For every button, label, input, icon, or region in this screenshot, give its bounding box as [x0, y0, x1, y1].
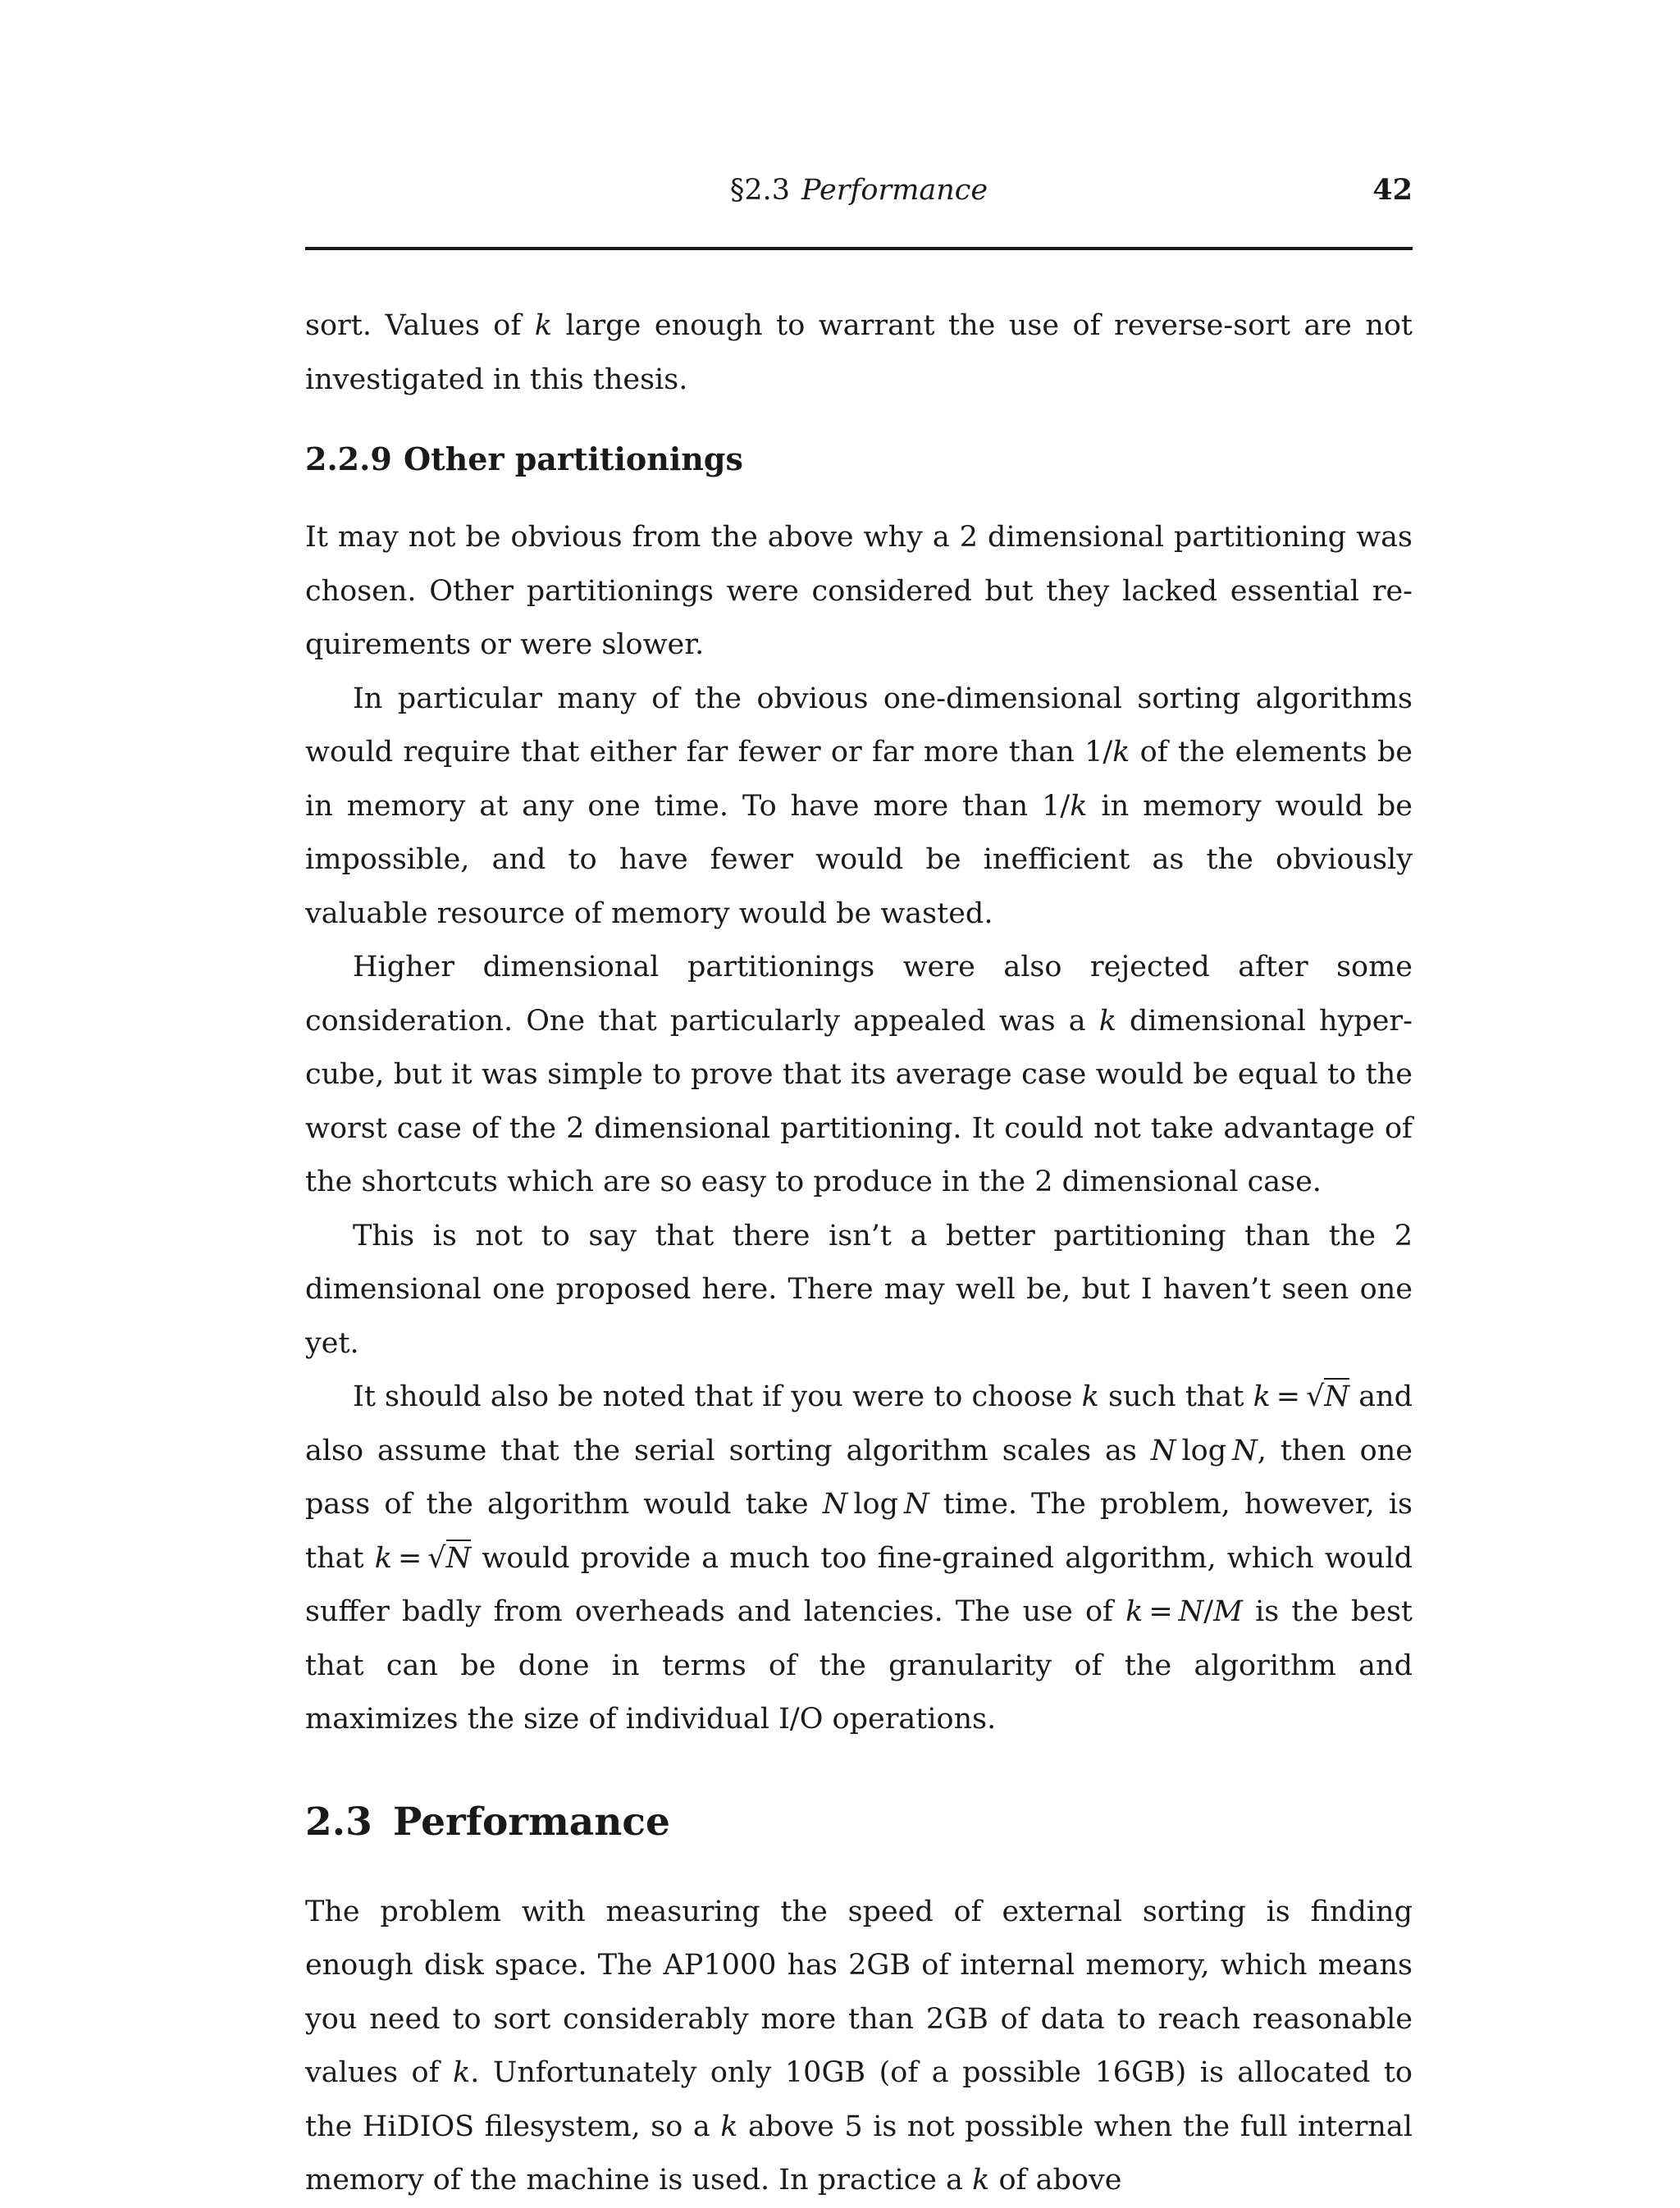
section-number: 2.3 [305, 1799, 372, 1845]
running-header [305, 170, 1413, 211]
paragraph: It should also be noted that if you were to choose k such that k = √N and also assume that the serial sorting algorithm scales as N log N, then one pass of the algorithm would take N log N time. The problem, however, is that k = √N would provide a much too fine-grained algorithm, which would suffer badly from overheads and latencies. The use of k = N/M is the best that can be done in terms of the granularity of the algorithm and maximizes the size of individual I/O operations. [305, 1371, 1413, 1747]
paragraph: Higher dimensional partitionings were also rejected after some consideration. One that particularly appealed was a k dimensional hyper-cube, but it was simple to prove that its average case would be equal to the worst case of the 2 dimensional partitioning. It could not take advantage of the shortcuts which are so easy to produce in the 2 dimensional case. [305, 951, 1413, 1198]
running-header-section [305, 170, 1413, 211]
paragraph: It may not be obvious from the above why a 2 dimensional partitioning was chosen. Other partitionings were considered but they lacked essential requirements or were slower. [305, 521, 1413, 661]
subsection-heading [305, 435, 1413, 484]
section-heading [305, 1794, 1413, 1851]
running-header-section-number: §2.3 [729, 174, 791, 207]
subsection-title: Other partitionings [404, 440, 743, 477]
paragraph: In particular many of the obvious one-dimensional sorting algorithms would require that either far fewer or far more than 1/k of the elements be in memory at any one time. To have more than 1/k in memory would be impossible, and to have fewer would be inefficient as the obviously valuable resource of memory would be wasted. [305, 682, 1413, 930]
header-rule [305, 247, 1413, 250]
math-sqrt-n: √N [427, 1540, 471, 1575]
running-header-section-title: Performance [801, 174, 988, 207]
body-text [305, 299, 1413, 2208]
math-sqrt-n: √N [1306, 1378, 1349, 1413]
paragraph: This is not to say that there isn’t a better partitioning than the 2 dimensional one proposed here. There may well be, but I haven’t seen one yet. [305, 1219, 1413, 1360]
page-number: 42 [1372, 173, 1413, 207]
document-page [305, 0, 1413, 2197]
section-title: Performance [393, 1799, 670, 1845]
paragraph: The problem with measuring the speed of external sorting is finding enough disk space. The AP1000 has 2GB of internal memory, which means you need to sort considerably more than 2GB of data to reach reasonable values of k. Unfortunately only 10GB (of a possible 16GB) is allocated to the HiDIOS filesystem, so a k above 5 is not possible when the full internal memory of the machine is used. In practice a k of above [305, 1895, 1413, 2197]
subsection-number: 2.2.9 [305, 440, 392, 477]
paragraph-continuation: sort. Values of k large enough to warrant the use of reverse-sort are not investigated in this thesis. [305, 309, 1413, 396]
